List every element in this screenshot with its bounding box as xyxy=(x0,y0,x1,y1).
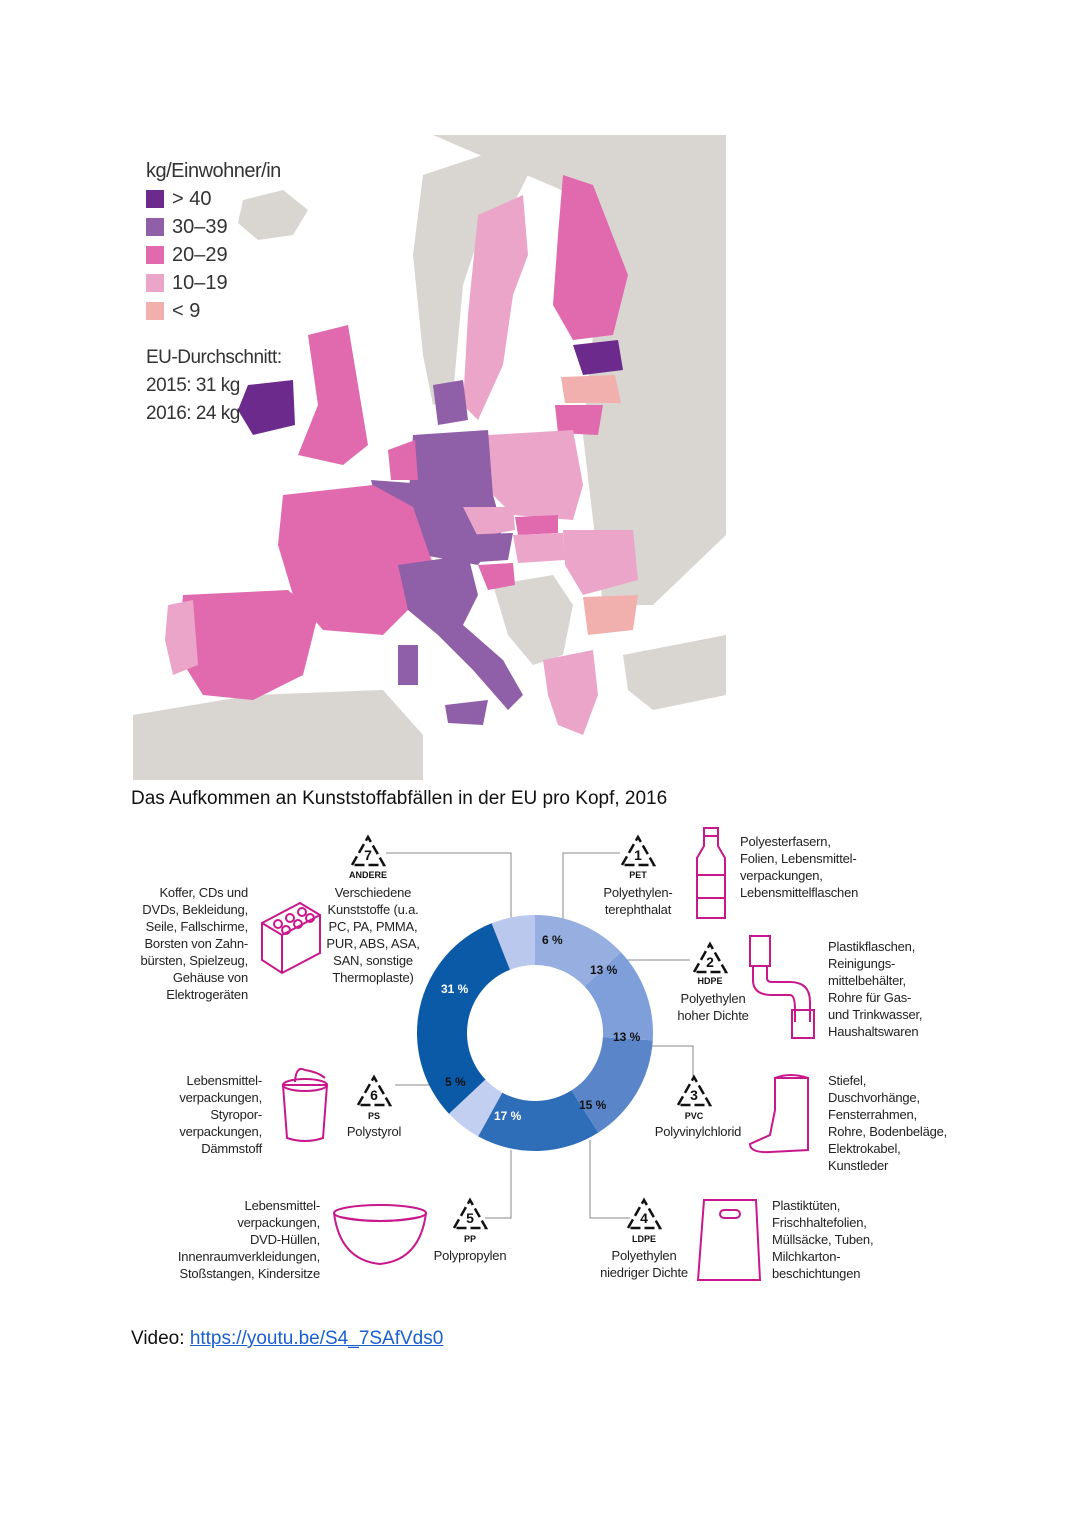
recycle-icon-pet xyxy=(622,837,654,865)
recycle-number: 4 xyxy=(640,1210,648,1226)
legend-label: 10–19 xyxy=(172,271,228,294)
legend-label: < 9 xyxy=(172,299,201,322)
pet-code: PET xyxy=(629,870,647,880)
legend-item xyxy=(146,213,228,241)
map-legend xyxy=(146,185,228,325)
legend-title: kg/Einwohner/in xyxy=(146,160,281,182)
recycle-number: 7 xyxy=(364,847,372,863)
lego-brick-icon xyxy=(262,903,320,973)
video-label: Video: xyxy=(131,1328,190,1349)
pp-name: Polypropylen xyxy=(433,1248,507,1263)
pvc-code: PVC xyxy=(684,1111,704,1121)
legend-item xyxy=(146,241,228,269)
leader-line-pp xyxy=(485,1150,511,1218)
boot-icon xyxy=(750,1075,808,1152)
bottle-icon xyxy=(697,828,725,918)
slice-label-andere: 31 % xyxy=(441,982,469,996)
ldpe-uses: Plastiktüten, Frischhaltefolien, Müllsäcke, Tuben, Milchkarton- beschichtungen xyxy=(772,1198,874,1281)
recycle-number: 6 xyxy=(370,1087,378,1103)
eu-average-2016: 2016: 24 kg xyxy=(146,403,240,424)
hdpe-uses: Plastikflaschen, Reinigungs- mittelbehälter, Rohre für Gas- und Trinkwasser, Haushaltswaren xyxy=(828,939,923,1039)
austria-region xyxy=(458,533,513,563)
recycle-number: 1 xyxy=(634,847,642,863)
slovakia-region xyxy=(515,515,558,535)
legend-item xyxy=(146,185,228,213)
latvia-region xyxy=(561,375,621,403)
video-line xyxy=(131,1328,443,1350)
pp-uses: Lebensmittel- verpackungen, DVD-Hüllen, Innenraumverkleidungen, Stoßstangen, Kindersitze xyxy=(177,1198,320,1281)
legend-swatch xyxy=(146,190,164,208)
eu-average-title: EU-Durchschnitt: xyxy=(146,347,282,368)
ldpe-name: Polyethylen niedriger Dichte xyxy=(600,1248,688,1280)
ps-code: PS xyxy=(367,1111,380,1121)
eu-average xyxy=(146,344,282,428)
pvc-name: Polyvinylchlorid xyxy=(654,1124,742,1139)
recycle-number: 2 xyxy=(706,954,714,970)
recycle-icon-pp xyxy=(454,1200,486,1228)
legend-label: 20–29 xyxy=(172,243,228,266)
legend-item xyxy=(146,297,228,325)
recycle-icon-pvc xyxy=(678,1077,710,1105)
recycle-icon-andere xyxy=(352,837,384,865)
eu-average-2015: 2015: 31 kg xyxy=(146,375,240,396)
recycle-icon-ps xyxy=(358,1077,390,1105)
legend-label: 30–39 xyxy=(172,215,228,238)
ldpe-code: LDPE xyxy=(631,1234,656,1244)
recycle-number: 5 xyxy=(466,1210,474,1226)
legend-swatch xyxy=(146,302,164,320)
hungary-region xyxy=(513,533,565,563)
legend-label: > 40 xyxy=(172,187,212,210)
map-caption: Das Aufkommen an Kunststoffabfällen in der EU pro Kopf, 2016 xyxy=(131,788,668,809)
hdpe-name: Polyethylen hoher Dichte xyxy=(677,991,749,1023)
slice-label-pvc: 13 % xyxy=(613,1030,641,1044)
andere-code: ANDERE xyxy=(348,870,387,880)
video-link[interactable]: https://youtu.be/S4_7SAfVds0 xyxy=(189,1328,444,1349)
plastic-bag-icon xyxy=(698,1200,760,1280)
slice-label-pp: 17 % xyxy=(494,1109,522,1123)
ps-name: Polystyrol xyxy=(346,1124,402,1139)
pvc-uses: Stiefel, Duschvorhänge, Fensterrahmen, Rohre, Bodenbeläge, Elektrokabel, Kunstleder xyxy=(828,1073,948,1173)
denmark-region xyxy=(433,380,468,425)
hdpe-code: HDPE xyxy=(697,976,723,986)
leader-line-ldpe xyxy=(590,1140,630,1218)
legend-item xyxy=(146,269,228,297)
slice-label-ldpe: 15 % xyxy=(579,1098,607,1112)
pet-uses: Polyesterfasern, Folien, Lebensmittel- verpackungen, Lebensmittelflaschen xyxy=(740,834,859,900)
andere-name: Verschiedene Kunststoffe (u.a. PC, PA, PMMA, PUR, ABS, ASA, SAN, sonstige Thermoplaste) xyxy=(326,885,420,985)
bowl-icon xyxy=(334,1205,426,1264)
sardinia-region xyxy=(398,645,418,685)
recycle-icon-hdpe xyxy=(694,944,726,972)
slice-label-pet: 6 % xyxy=(542,933,563,947)
andere-uses: Koffer, CDs und DVDs, Bekleidung, Seile, Fallschirme, Borsten von Zahn- bürsten, Spielzeug, Gehäuse von Elektrogeräten xyxy=(140,885,248,1002)
legend-swatch xyxy=(146,218,164,236)
slice-label-ps: 5 % xyxy=(445,1075,466,1089)
pp-code: PP xyxy=(463,1234,476,1244)
legend-swatch xyxy=(146,274,164,292)
yogurt-cup-icon xyxy=(283,1069,327,1141)
ps-uses: Lebensmittel- verpackungen, Styropor- verpackungen, Dämmstoff xyxy=(179,1073,262,1156)
legend-swatch xyxy=(146,246,164,264)
lithuania-region xyxy=(555,405,603,435)
pet-name: Polyethylen- terephthalat xyxy=(603,885,673,917)
recycle-icon-ldpe xyxy=(628,1200,660,1228)
bulgaria-region xyxy=(583,595,638,635)
slice-label-hdpe: 13 % xyxy=(590,963,618,977)
recycle-number: 3 xyxy=(690,1087,698,1103)
